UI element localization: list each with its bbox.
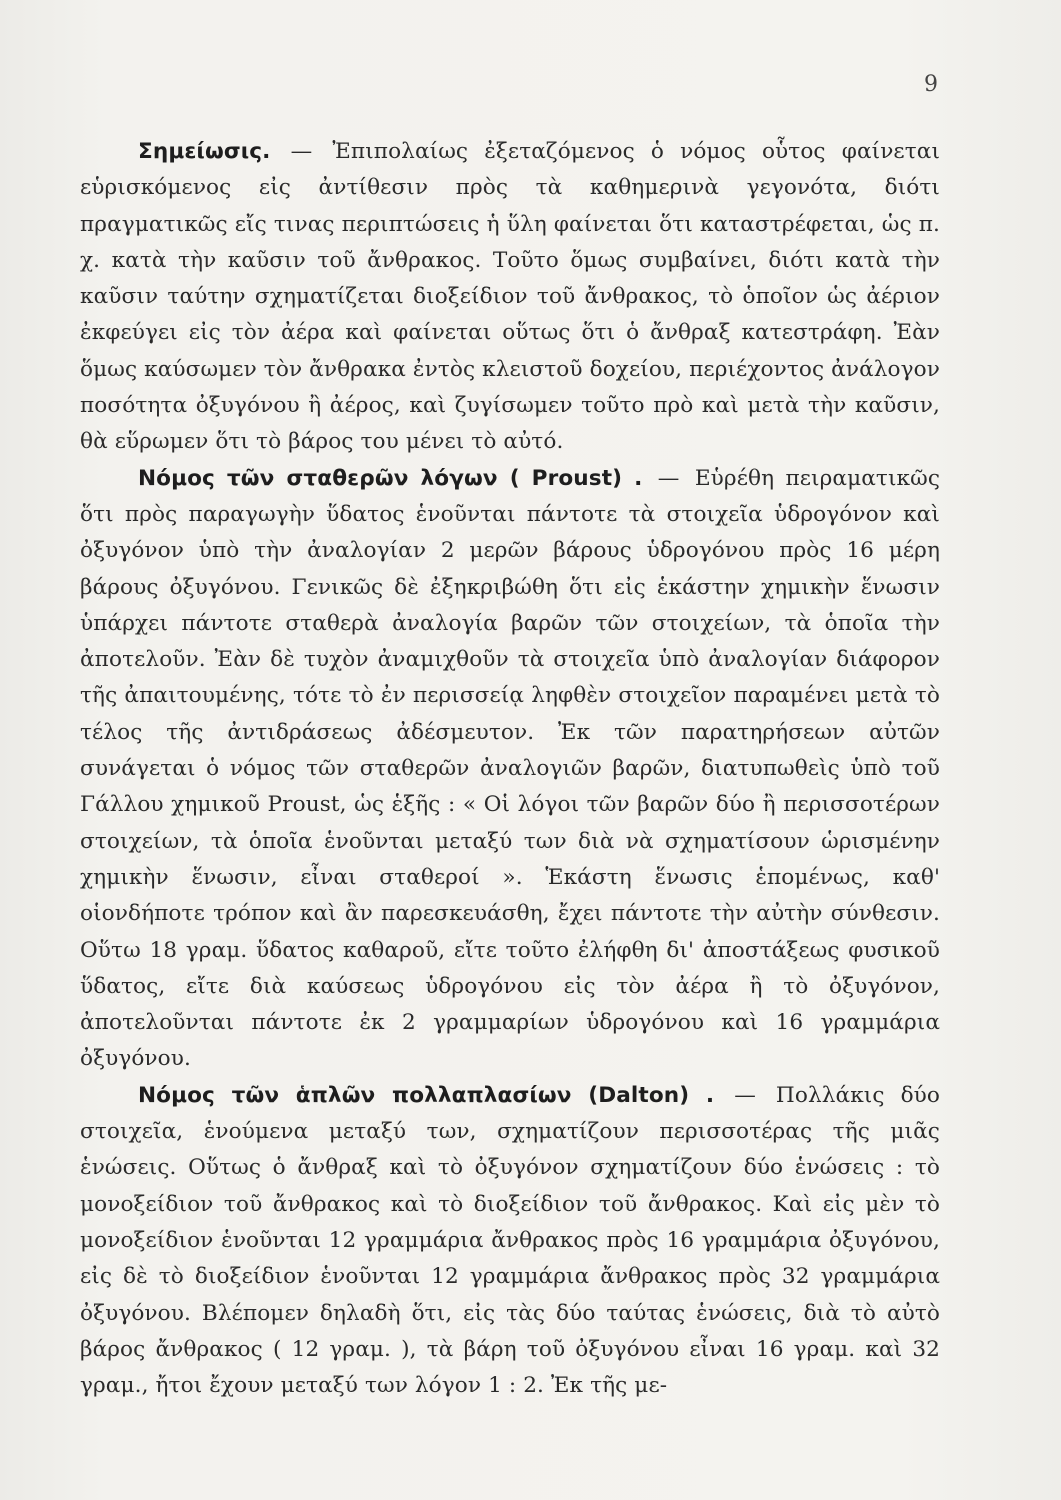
paragraph-note (80, 134, 940, 461)
page-body (80, 134, 940, 1404)
proust-law-dash: — (657, 465, 680, 491)
page-number: 9 (924, 72, 938, 97)
note-dash: — (290, 139, 313, 164)
dalton-law-text: Πολλάκις δύο στοιχεῖα, ἑνούμενα μεταξύ των, σχηματίζουν περισσοτέρας τῆς μιᾶς ἑνώσεις. Οὕτως ὁ ἄνθραξ καὶ τὸ ὀξυγόνον σχηματίζουν δύο ἑνώσεις : τὸ μονοξείδιον τοῦ ἄνθρακος καὶ τὸ διοξείδιον τοῦ ἄνθρακος. Καὶ εἰς μὲν τὸ μονοξείδιον ἑνοῦνται 12 γραμμάρια ἄνθρακος πρὸς 16 γραμμάρια ὀξυγόνου, εἰς δὲ τὸ διοξείδιον ἑνοῦνται 12 γραμμάρια ἄνθρακος πρὸς 32 γραμμάρια ὀξυγόνου. Βλέπομεν δηλαδὴ ὅτι, εἰς τὰς δύο ταύτας ἑνώσεις, διὰ τὸ αὐτὸ βάρος ἄνθρακος ( 12 γραμ. ), τὰ βάρη τοῦ ὀξυγόνου εἶναι 16 γραμ. καὶ 32 γραμ., ἤτοι ἔχουν μεταξύ των λόγον 1 : 2. Ἐκ τῆς με- (80, 1082, 940, 1399)
dalton-law-dash: — (734, 1082, 756, 1108)
paragraph-proust-law (80, 461, 940, 1078)
dalton-law-heading: Νόμος τῶν ἁπλῶν πολλαπλασίων (Dalton) . (138, 1082, 715, 1108)
note-text: Ἐπιπολαίως ἐξεταζόμενος ὁ νόμος οὗτος φαίνεται εὑρισκόμενος εἰς ἀντίθεσιν πρὸς τὰ καθημερινὰ γεγονότα, διότι πραγματικῶς εἴς τινας περιπτώσεις ἡ ὕλη φαίνεται ὅτι καταστρέφεται, ὡς π. χ. κατὰ τὴν καῦσιν τοῦ ἄνθρακος. Τοῦτο ὅμως συμβαίνει, διότι κατὰ τὴν καῦσιν ταύτην σχηματίζεται διοξείδιον τοῦ ἄνθρακος, τὸ ὁποῖον ὡς ἀέριον ἐκφεύγει εἰς τὸν ἀέρα καὶ φαίνεται οὕτως ὅτι ὁ ἄνθραξ κατεστράφη. Ἐὰν ὅμως καύσωμεν τὸν ἄνθρακα ἐντὸς κλειστοῦ δοχείου, περιέχοντος ἀνάλογον ποσότητα ὀξυγόνου ἢ ἀέρος, καὶ ζυγίσωμεν τοῦτο πρὸ καὶ μετὰ τὴν καῦσιν, θὰ εὕρωμεν ὅτι τὸ βάρος του μένει τὸ αὐτό. (80, 139, 941, 455)
note-heading: Σημείωσις. (138, 139, 271, 164)
proust-law-text: Εὑρέθη πειραματικῶς ὅτι πρὸς παραγωγὴν ὕδατος ἑνοῦνται πάντοτε τὰ στοιχεῖα ὑδρογόνον καὶ ὀξυγόνον ὑπὸ τὴν ἀναλογίαν 2 μερῶν βάρους ὑδρογόνου πρὸς 16 μέρη βάρους ὀξυγόνου. Γενικῶς δὲ ἐξηκριβώθη ὅτι εἰς ἑκάστην χημικὴν ἕνωσιν ὑπάρχει πάντοτε σταθερὰ ἀναλογία βαρῶν τῶν στοιχείων, τὰ ὁποῖα τὴν ἀποτελοῦν. Ἐὰν δὲ τυχὸν ἀναμιχθοῦν τὰ στοιχεῖα ὑπὸ ἀναλογίαν διάφορον τῆς ἀπαιτουμένης, τότε τὸ ἐν περισσείᾳ ληφθὲν στοιχεῖον παραμένει μετὰ τὸ τέλος τῆς ἀντιδράσεως ἀδέσμευτον. Ἐκ τῶν παρατηρήσεων αὐτῶν συνάγεται ὁ νόμος τῶν σταθερῶν ἀναλογιῶν βαρῶν, διατυπωθεὶς ὑπὸ τοῦ Γάλλου χημικοῦ Proust, ὡς ἑξῆς : « Οἱ λόγοι τῶν βαρῶν δύο ἢ περισσοτέρων στοιχείων, τὰ ὁποῖα ἑνοῦνται μεταξύ των διὰ νὰ σχηματίσουν ὡρισμένην χημικὴν ἕνωσιν, εἶναι σταθεροί ». Ἑκάστη ἕνωσις ἑπομένως, καθ' οἱονδήποτε τρόπον καὶ ἂν παρεσκευάσθη, ἔχει πάντοτε τὴν αὐτὴν σύνθεσιν. Οὕτω 18 γραμ. ὕδατος καθαροῦ, εἴτε τοῦτο ἐλήφθη δι' ἀποστάξεως φυσικοῦ ὕδατος, εἴτε διὰ καύσεως ὑδρογόνου εἰς τὸν ἀέρα ἢ τὸ ὀξυγόνον, ἀποτελοῦνται πάντοτε ἐκ 2 γραμμαρίων ὑδρογόνου καὶ 16 γραμμάρια ὀξυγόνου. (80, 465, 941, 1072)
proust-law-heading: Νόμος τῶν σταθερῶν λόγων ( Proust) . (138, 465, 643, 491)
paragraph-dalton-law (80, 1078, 940, 1405)
